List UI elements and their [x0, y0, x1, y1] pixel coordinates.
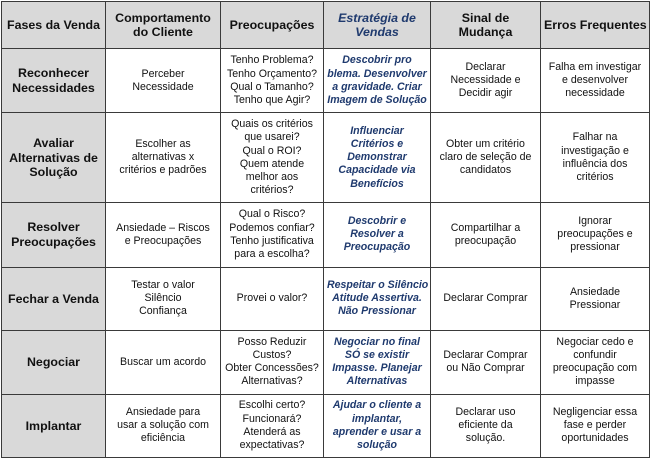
- cell-line: pressionar: [570, 241, 620, 254]
- cell-line: Preocupações: [11, 234, 96, 249]
- cell-line: Não Pressionar: [338, 305, 416, 318]
- header-errors: [541, 2, 650, 49]
- cell-line: Declarar uso: [455, 405, 516, 418]
- table-row: [2, 203, 650, 267]
- strategy-cell: [324, 49, 431, 113]
- header-behavior: [106, 2, 221, 49]
- table-row: [2, 267, 650, 330]
- strategy-cell: [324, 394, 431, 458]
- cell-line: Escolhi certo?: [238, 399, 306, 412]
- cell-line: Preocupações: [229, 17, 315, 32]
- phase-cell: [2, 394, 106, 458]
- cell-line: Alternativas?: [241, 375, 303, 388]
- cell-line: Necessidade e: [450, 74, 521, 87]
- signal-cell: [431, 113, 541, 203]
- cell-line: Pressionar: [569, 298, 621, 311]
- concerns-cell: [221, 203, 324, 267]
- cell-line: Declarar Comprar: [443, 292, 528, 305]
- cell-line: Perceber: [141, 67, 185, 80]
- cell-line: aprender e usar a: [332, 425, 422, 438]
- concerns-cell: [221, 49, 324, 113]
- cell-line: Atenderá as: [243, 425, 301, 438]
- cell-line: Influenciar: [350, 124, 404, 137]
- behavior-cell: [106, 394, 221, 458]
- cell-line: impasse: [575, 375, 615, 388]
- cell-line: Negociar cedo e: [556, 335, 634, 348]
- cell-line: Ansiedade – Riscos: [116, 221, 210, 234]
- cell-line: Mudança: [458, 25, 513, 39]
- cell-line: Qual o Risco?: [238, 208, 306, 221]
- header-phase: [2, 2, 106, 49]
- behavior-cell: [106, 113, 221, 203]
- cell-line: confundir: [573, 349, 617, 362]
- cell-line: critérios?: [250, 184, 294, 197]
- cell-line: e desenvolver: [562, 74, 628, 87]
- cell-line: Negligenciar essa: [552, 405, 638, 418]
- cell-line: Confiança: [139, 305, 187, 318]
- signal-cell: [431, 203, 541, 267]
- cell-line: Obter Concessões?: [225, 362, 319, 375]
- cell-line: Compartilhar a: [450, 221, 521, 234]
- signal-cell: [431, 394, 541, 458]
- cell-line: preocupações e: [557, 228, 633, 241]
- header-signal: [431, 2, 541, 49]
- errors-cell: [541, 394, 650, 458]
- cell-line: Avaliar: [33, 136, 74, 151]
- behavior-cell: [106, 49, 221, 113]
- cell-line: SÓ se existir: [344, 349, 410, 362]
- strategy-cell: [324, 203, 431, 267]
- cell-line: Falha em investigar: [548, 60, 642, 73]
- cell-line: Custos?: [252, 349, 292, 362]
- phase-cell: [2, 331, 106, 394]
- cell-line: Qual o ROI?: [242, 144, 302, 157]
- header-concerns: [221, 2, 324, 49]
- cell-line: preocupação com: [552, 362, 638, 375]
- cell-line: Quais os critérios: [231, 118, 313, 131]
- cell-line: Buscar um acordo: [120, 355, 206, 368]
- cell-line: Funcionará?: [242, 412, 302, 425]
- cell-line: Quem atende: [239, 157, 305, 170]
- phase-cell: [2, 49, 106, 113]
- cell-line: e Preocupações: [124, 234, 202, 247]
- table-row: [2, 394, 650, 458]
- cell-line: Negociar: [26, 355, 81, 370]
- cell-line: Declarar Comprar: [443, 349, 528, 362]
- cell-line: Reconhecer: [18, 66, 89, 81]
- cell-line: Testar o valor: [131, 279, 195, 292]
- cell-line: Resolver: [27, 220, 80, 235]
- cell-line: critérios: [576, 171, 614, 183]
- cell-line: Resolver a: [350, 228, 404, 241]
- errors-cell: [541, 203, 650, 267]
- cell-line: preocupação: [454, 234, 517, 247]
- cell-line: Alternativas de: [9, 150, 98, 165]
- cell-line: ou Não Comprar: [446, 362, 525, 375]
- cell-line: Respeitar o Silêncio: [327, 279, 429, 292]
- cell-line: solução: [356, 438, 398, 451]
- cell-line: necessidade: [565, 87, 625, 100]
- cell-line: Declarar: [465, 60, 506, 73]
- behavior-cell: [106, 203, 221, 267]
- cell-line: Decidir agir: [458, 87, 513, 100]
- cell-line: blema. Desenvolver: [327, 67, 427, 80]
- phase-cell: [2, 267, 106, 330]
- cell-line: Descobrir e: [347, 215, 407, 228]
- concerns-cell: [221, 267, 324, 330]
- cell-line: fase e perder: [563, 419, 627, 432]
- sales-phases-table: [1, 1, 650, 458]
- cell-line: Critérios e: [350, 137, 404, 150]
- cell-line: Ignorar: [578, 215, 612, 228]
- cell-line: melhor aos: [245, 171, 299, 183]
- concerns-cell: [221, 113, 324, 203]
- cell-line: para a escolha?: [234, 248, 310, 261]
- signal-cell: [431, 331, 541, 394]
- cell-line: Alternativas: [346, 375, 408, 388]
- cell-line: a gravidade. Criar: [332, 80, 422, 93]
- header-strategy: [324, 2, 431, 49]
- cell-line: Falhar na: [572, 131, 618, 144]
- signal-cell: [431, 267, 541, 330]
- cell-line: claro de seleção de: [439, 151, 532, 164]
- signal-cell: [431, 49, 541, 113]
- behavior-cell: [106, 267, 221, 330]
- cell-line: Preocupação: [343, 241, 411, 254]
- cell-line: que usarei?: [244, 131, 300, 144]
- strategy-cell: [324, 113, 431, 203]
- cell-line: Necessidades: [12, 80, 95, 95]
- errors-cell: [541, 267, 650, 330]
- cell-line: Vendas: [355, 25, 399, 39]
- cell-line: Comportamento: [115, 10, 211, 25]
- cell-line: Silêncio: [144, 292, 182, 305]
- cell-line: Ansiedade: [569, 285, 621, 298]
- concerns-cell: [221, 394, 324, 458]
- strategy-cell: [324, 331, 431, 394]
- cell-line: Obter um critério: [446, 137, 525, 150]
- cell-line: Necessidade: [132, 80, 194, 93]
- cell-line: Provei o valor?: [236, 292, 308, 305]
- cell-line: Sinal de: [461, 10, 510, 25]
- cell-line: Escolher as: [135, 137, 191, 150]
- cell-line: Capacidade via: [338, 164, 416, 177]
- cell-line: Estratégia de: [338, 10, 416, 25]
- cell-line: Benefícios: [350, 177, 404, 190]
- cell-line: Fechar a Venda: [8, 291, 99, 306]
- table-row: [2, 331, 650, 394]
- cell-line: Ajudar o cliente a: [332, 399, 422, 412]
- cell-line: solução.: [465, 432, 506, 445]
- cell-line: Tenho Orçamento?: [226, 67, 318, 80]
- cell-line: eficiente da: [458, 419, 513, 432]
- cell-line: Erros Frequentes: [544, 17, 647, 32]
- cell-line: oportunidades: [561, 432, 629, 445]
- cell-line: Tenho que Agir?: [233, 93, 311, 106]
- table-row: [2, 49, 650, 113]
- errors-cell: [541, 113, 650, 203]
- cell-line: critérios e padrões: [119, 164, 207, 177]
- cell-line: candidatos: [459, 164, 512, 177]
- cell-line: Descobrir pro: [342, 54, 412, 67]
- cell-line: Posso Reduzir: [237, 335, 307, 348]
- cell-line: Fases da Venda: [7, 17, 100, 32]
- concerns-cell: [221, 331, 324, 394]
- strategy-cell: [324, 267, 431, 330]
- cell-line: expectativas?: [239, 438, 305, 451]
- phase-cell: [2, 113, 106, 203]
- cell-line: eficiência: [140, 432, 186, 445]
- header-row: [2, 2, 650, 49]
- errors-cell: [541, 331, 650, 394]
- cell-line: Tenho justificativa: [230, 234, 314, 247]
- cell-line: Podemos confiar?: [229, 221, 315, 234]
- cell-line: Atitude Assertiva.: [332, 292, 422, 305]
- cell-line: Impasse. Planejar: [332, 362, 422, 375]
- cell-line: Negociar no final: [334, 335, 420, 348]
- errors-cell: [541, 49, 650, 113]
- cell-line: Solução: [29, 165, 78, 180]
- cell-line: Demonstrar: [347, 151, 407, 164]
- cell-line: investigação e: [561, 144, 629, 157]
- cell-line: influência dos: [562, 157, 628, 170]
- cell-line: usar a solução com: [117, 419, 209, 432]
- cell-line: alternativas x: [131, 151, 195, 164]
- cell-line: Implantar: [25, 418, 82, 433]
- cell-line: implantar,: [351, 412, 403, 425]
- table-row: [2, 113, 650, 203]
- phase-cell: [2, 203, 106, 267]
- cell-line: Ansiedade para: [125, 405, 201, 418]
- cell-line: Imagem de Solução: [327, 93, 427, 106]
- cell-line: Tenho Problema?: [230, 54, 314, 67]
- behavior-cell: [106, 331, 221, 394]
- cell-line: Qual o Tamanho?: [230, 80, 314, 93]
- cell-line: do Cliente: [133, 25, 193, 39]
